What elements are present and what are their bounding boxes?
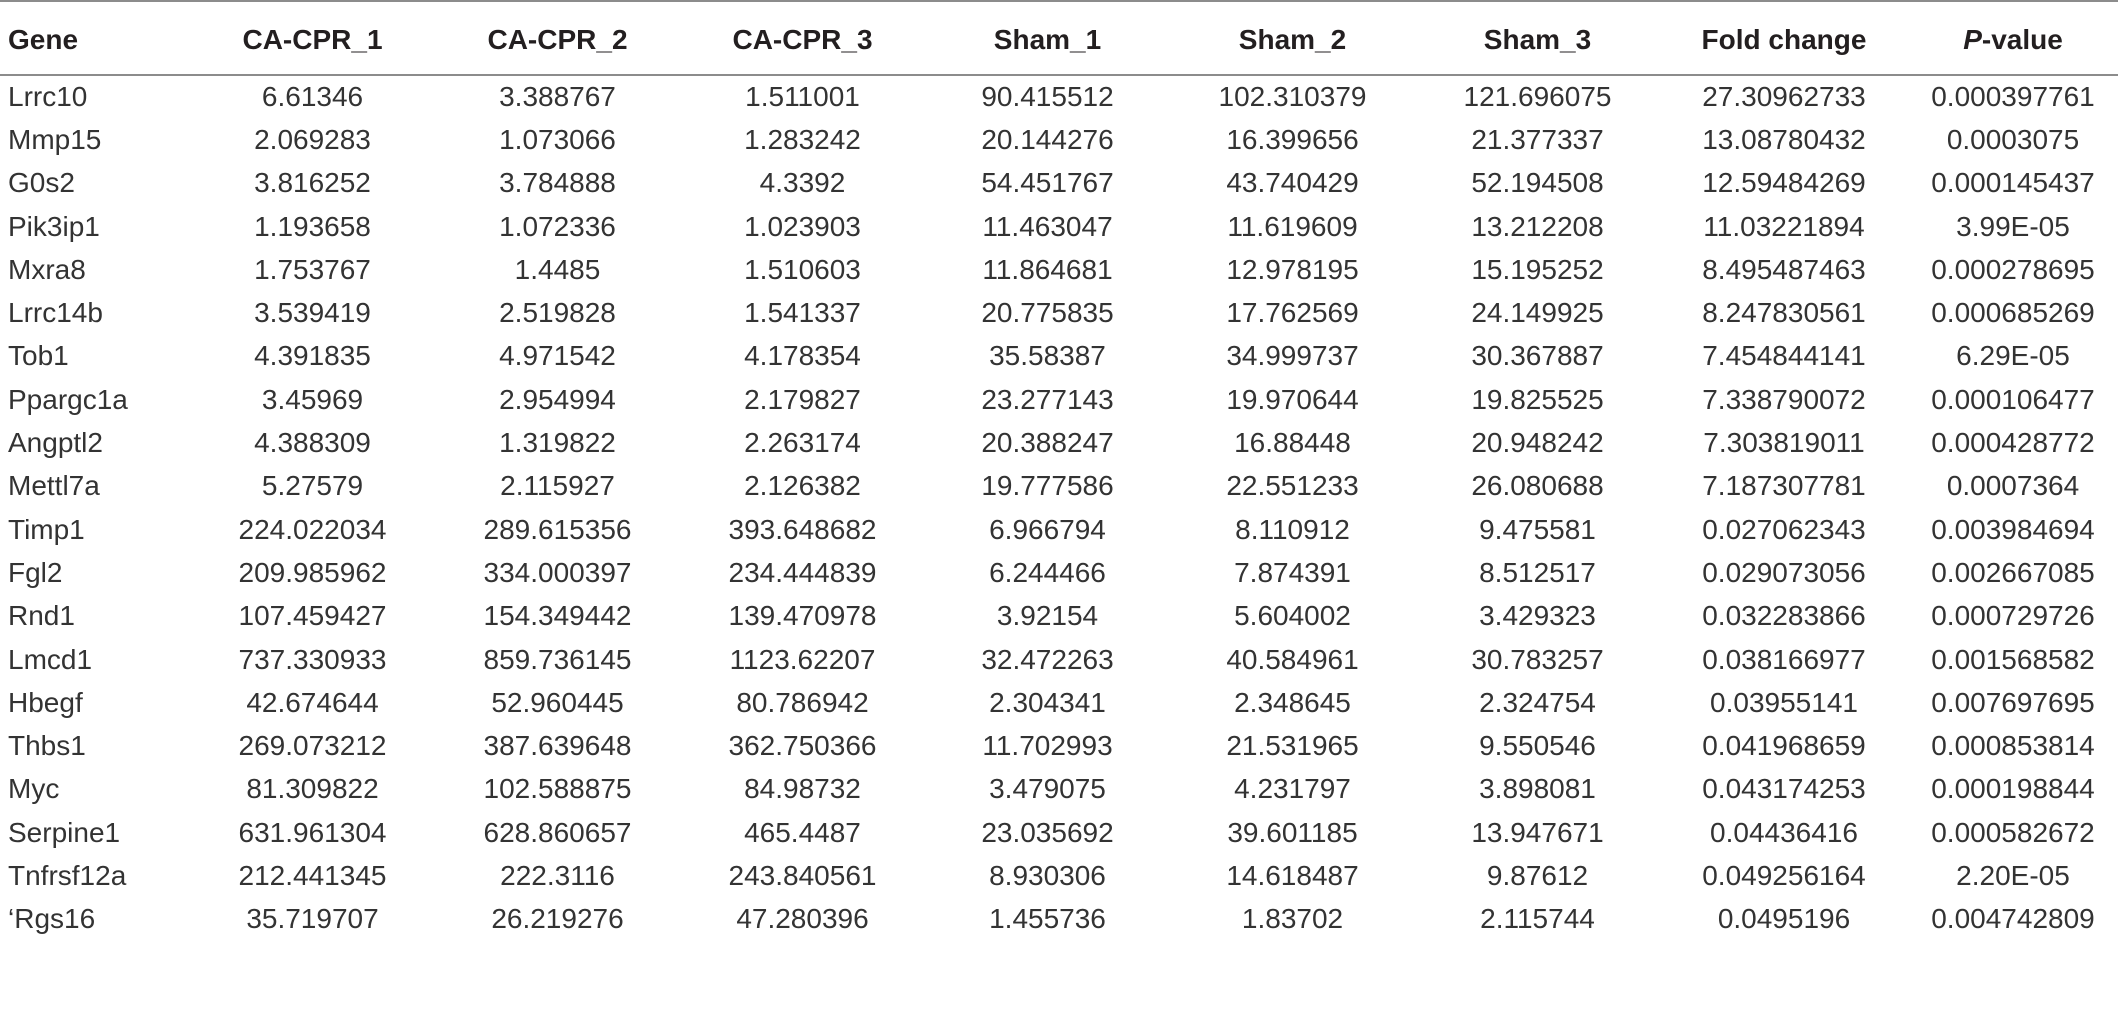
cell-gene: Timp1	[8, 513, 85, 545]
cell-sham-1: 20.144276	[981, 123, 1114, 155]
table-row	[0, 421, 2118, 464]
table-body	[0, 75, 2118, 941]
cell-ca-cpr-3: 4.3392	[759, 167, 846, 199]
table-row	[0, 378, 2118, 421]
cell-sham-1: 2.304341	[989, 686, 1106, 718]
cell-fold-change: 0.04436416	[1710, 816, 1858, 848]
cell-gene: Lrrc14b	[8, 297, 103, 329]
cell-ca-cpr-1: 3.45969	[261, 383, 364, 415]
cell-ca-cpr-2: 154.349442	[483, 600, 632, 632]
cell-sham-1: 11.463047	[982, 210, 1113, 242]
cell-gene: Tnfrsf12a	[8, 859, 127, 891]
table-row	[0, 595, 2118, 638]
cell-sham-1: 1.455736	[989, 903, 1106, 935]
cell-sham-1: 23.277143	[981, 383, 1114, 415]
cell-ca-cpr-2: 3.388767	[499, 81, 616, 113]
cell-sham-1: 20.388247	[981, 427, 1114, 459]
cell-p-value: 0.001568582	[1931, 643, 2095, 675]
cell-ca-cpr-3: 362.750366	[728, 730, 877, 762]
table-row	[0, 162, 2118, 205]
cell-fold-change: 7.338790072	[1702, 383, 1866, 415]
cell-fold-change: 7.454844141	[1702, 340, 1866, 372]
cell-gene: Myc	[8, 773, 60, 805]
cell-gene: Pik3ip1	[8, 210, 100, 242]
cell-sham-2: 39.601185	[1227, 816, 1358, 848]
cell-ca-cpr-3: 1.541337	[744, 297, 861, 329]
cell-sham-3: 2.115744	[1480, 903, 1595, 935]
cell-ca-cpr-2: 859.736145	[483, 643, 632, 675]
cell-ca-cpr-3: 47.280396	[736, 903, 869, 935]
cell-gene: Angptl2	[8, 427, 103, 459]
cell-p-value: 6.29E-05	[1956, 340, 2070, 372]
cell-p-value: 0.000278695	[1931, 253, 2095, 285]
cell-sham-1: 54.451767	[981, 167, 1114, 199]
cell-ca-cpr-2: 334.000397	[483, 556, 632, 588]
cell-sham-2: 7.874391	[1234, 556, 1351, 588]
cell-p-value: 0.004742809	[1931, 903, 2095, 935]
cell-ca-cpr-3: 84.98732	[744, 773, 861, 805]
cell-ca-cpr-3: 1.023903	[744, 210, 861, 242]
cell-sham-1: 23.035692	[981, 816, 1114, 848]
cell-sham-1: 8.930306	[989, 859, 1106, 891]
table-row	[0, 118, 2118, 161]
cell-sham-2: 22.551233	[1226, 470, 1359, 502]
cell-p-value: 0.000685269	[1931, 297, 2095, 329]
table-row	[0, 291, 2118, 334]
cell-ca-cpr-3: 2.126382	[744, 470, 861, 502]
cell-fold-change: 0.027062343	[1702, 513, 1866, 545]
cell-ca-cpr-1: 42.674644	[246, 686, 379, 718]
table-row	[0, 75, 2118, 118]
cell-ca-cpr-2: 52.960445	[491, 686, 624, 718]
cell-fold-change: 0.029073056	[1702, 556, 1866, 588]
p-value-italic-prefix: P	[1963, 24, 1982, 55]
cell-sham-2: 40.584961	[1226, 643, 1359, 675]
cell-ca-cpr-2: 26.219276	[491, 903, 624, 935]
cell-sham-1: 90.415512	[981, 81, 1114, 113]
cell-ca-cpr-2: 3.784888	[499, 167, 616, 199]
cell-sham-2: 16.88448	[1234, 427, 1351, 459]
header-sham-1: Sham_1	[993, 24, 1102, 55]
cell-ca-cpr-1: 269.073212	[238, 730, 387, 762]
cell-gene: Mettl7a	[8, 470, 100, 502]
cell-fold-change: 11.03221894	[1703, 210, 1865, 242]
cell-sham-1: 11.864681	[982, 253, 1113, 285]
cell-p-value: 0.000397761	[1931, 81, 2095, 113]
cell-p-value: 0.003984694	[1931, 513, 2095, 545]
header-sham-3: Sham_3	[1483, 24, 1592, 55]
cell-ca-cpr-1: 6.61346	[261, 81, 364, 113]
cell-ca-cpr-1: 212.441345	[238, 859, 387, 891]
cell-gene: Lrrc10	[8, 81, 88, 113]
cell-ca-cpr-3: 243.840561	[728, 859, 877, 891]
cell-sham-2: 16.399656	[1226, 123, 1359, 155]
cell-sham-1: 32.472263	[981, 643, 1114, 675]
cell-sham-3: 30.783257	[1471, 643, 1604, 675]
cell-gene: Serpine1	[8, 816, 121, 848]
cell-sham-1: 6.966794	[989, 513, 1106, 545]
cell-sham-1: 20.775835	[981, 297, 1114, 329]
cell-fold-change: 7.303819011	[1703, 427, 1865, 459]
cell-sham-3: 20.948242	[1471, 427, 1604, 459]
table-row	[0, 465, 2118, 508]
header-fold-change: Fold change	[1701, 24, 1867, 55]
cell-sham-3: 8.512517	[1479, 556, 1596, 588]
cell-gene: Hbegf	[8, 686, 83, 718]
cell-sham-2: 14.618487	[1226, 859, 1359, 891]
cell-ca-cpr-3: 80.786942	[736, 686, 869, 718]
cell-fold-change: 0.038166977	[1702, 643, 1866, 675]
cell-ca-cpr-1: 737.330933	[238, 643, 387, 675]
cell-p-value: 0.000582672	[1931, 816, 2095, 848]
cell-sham-2: 1.83702	[1241, 903, 1344, 935]
cell-p-value: 0.000428772	[1931, 427, 2095, 459]
cell-sham-3: 9.475581	[1479, 513, 1596, 545]
cell-ca-cpr-1: 4.391835	[254, 340, 371, 372]
cell-ca-cpr-3: 139.470978	[728, 600, 877, 632]
cell-sham-2: 21.531965	[1226, 730, 1359, 762]
cell-p-value: 0.000729726	[1931, 600, 2095, 632]
cell-ca-cpr-3: 1.510603	[744, 253, 861, 285]
cell-sham-1: 6.244466	[989, 556, 1106, 588]
cell-ca-cpr-1: 35.719707	[246, 903, 379, 935]
table-row	[0, 248, 2118, 291]
header-sham-2: Sham_2	[1238, 24, 1347, 55]
cell-gene: Mxra8	[8, 253, 86, 285]
cell-sham-1: 3.92154	[996, 600, 1099, 632]
cell-sham-1: 19.777586	[981, 470, 1114, 502]
header-row	[0, 1, 2118, 75]
cell-p-value: 0.002667085	[1931, 556, 2095, 588]
cell-p-value: 0.000145437	[1931, 167, 2095, 199]
table-row	[0, 854, 2118, 897]
cell-p-value: 0.007697695	[1931, 686, 2095, 718]
cell-gene: Lmcd1	[8, 643, 93, 675]
cell-ca-cpr-1: 209.985962	[238, 556, 387, 588]
cell-fold-change: 27.30962733	[1702, 81, 1866, 113]
cell-ca-cpr-2: 387.639648	[483, 730, 632, 762]
cell-ca-cpr-1: 3.816252	[254, 167, 371, 199]
cell-sham-2: 2.348645	[1234, 686, 1351, 718]
cell-fold-change: 8.247830561	[1702, 297, 1866, 329]
cell-ca-cpr-1: 2.069283	[254, 123, 371, 155]
cell-sham-3: 3.898081	[1479, 773, 1596, 805]
cell-sham-3: 121.696075	[1463, 81, 1612, 113]
cell-sham-3: 13.212208	[1471, 210, 1604, 242]
cell-p-value: 3.99E-05	[1956, 210, 2070, 242]
cell-ca-cpr-2: 1.072336	[499, 210, 616, 242]
table-row	[0, 811, 2118, 854]
cell-sham-3: 30.367887	[1471, 340, 1604, 372]
cell-gene: Thbs1	[8, 730, 86, 762]
table-row	[0, 205, 2118, 248]
cell-sham-2: 43.740429	[1226, 167, 1359, 199]
cell-ca-cpr-3: 393.648682	[728, 513, 877, 545]
cell-fold-change: 0.041968659	[1702, 730, 1866, 762]
cell-ca-cpr-1: 3.539419	[254, 297, 371, 329]
cell-ca-cpr-2: 102.588875	[483, 773, 632, 805]
cell-sham-3: 9.550546	[1479, 730, 1596, 762]
cell-ca-cpr-1: 631.961304	[238, 816, 387, 848]
header-gene: Gene	[8, 24, 79, 55]
cell-sham-3: 3.429323	[1479, 600, 1596, 632]
cell-ca-cpr-3: 234.444839	[728, 556, 877, 588]
cell-sham-3: 26.080688	[1471, 470, 1604, 502]
cell-ca-cpr-1: 5.27579	[261, 470, 364, 502]
cell-sham-2: 11.619609	[1227, 210, 1358, 242]
cell-ca-cpr-1: 1.753767	[254, 253, 371, 285]
cell-fold-change: 0.043174253	[1702, 773, 1866, 805]
table-row	[0, 768, 2118, 811]
cell-sham-2: 12.978195	[1226, 253, 1359, 285]
cell-gene: Ppargc1a	[8, 383, 128, 415]
header-ca-cpr-3: CA-CPR_3	[732, 24, 873, 55]
cell-ca-cpr-3: 1.511001	[745, 81, 860, 113]
cell-fold-change: 0.032283866	[1702, 600, 1866, 632]
cell-ca-cpr-3: 2.263174	[744, 427, 861, 459]
table-row	[0, 681, 2118, 724]
cell-ca-cpr-1: 1.193658	[254, 210, 371, 242]
cell-gene: Tob1	[8, 340, 69, 372]
cell-sham-1: 3.479075	[989, 773, 1106, 805]
cell-ca-cpr-3: 2.179827	[744, 383, 861, 415]
cell-ca-cpr-3: 1123.62207	[729, 643, 876, 675]
cell-sham-3: 15.195252	[1471, 253, 1604, 285]
cell-p-value: 0.000198844	[1931, 773, 2095, 805]
cell-ca-cpr-2: 1.319822	[499, 427, 616, 459]
cell-ca-cpr-1: 4.388309	[254, 427, 371, 459]
cell-fold-change: 7.187307781	[1702, 470, 1866, 502]
table-row	[0, 898, 2118, 941]
cell-p-value: 0.000106477	[1931, 383, 2095, 415]
header-p-value	[1908, 1, 2118, 75]
cell-sham-2: 102.310379	[1218, 81, 1367, 113]
cell-ca-cpr-1: 224.022034	[238, 513, 387, 545]
cell-ca-cpr-2: 628.860657	[483, 816, 632, 848]
cell-gene: Rnd1	[8, 600, 75, 632]
cell-sham-1: 35.58387	[989, 340, 1106, 372]
header-ca-cpr-1: CA-CPR_1	[242, 24, 383, 55]
cell-sham-3: 52.194508	[1471, 167, 1604, 199]
cell-sham-3: 19.825525	[1471, 383, 1604, 415]
cell-ca-cpr-1: 81.309822	[246, 773, 379, 805]
table-row	[0, 638, 2118, 681]
cell-sham-2: 17.762569	[1226, 297, 1359, 329]
cell-ca-cpr-2: 1.4485	[514, 253, 601, 285]
header-ca-cpr-2: CA-CPR_2	[487, 24, 628, 55]
table-row	[0, 335, 2118, 378]
cell-sham-2: 8.110912	[1235, 513, 1350, 545]
cell-sham-3: 21.377337	[1471, 123, 1604, 155]
cell-gene: Mmp15	[8, 123, 102, 155]
cell-fold-change: 8.495487463	[1702, 253, 1866, 285]
table-header	[0, 1, 2118, 75]
table-row	[0, 508, 2118, 551]
cell-sham-3: 24.149925	[1471, 297, 1604, 329]
cell-fold-change: 0.0495196	[1717, 903, 1851, 935]
cell-ca-cpr-2: 289.615356	[483, 513, 632, 545]
cell-ca-cpr-2: 2.519828	[499, 297, 616, 329]
cell-sham-1: 11.702993	[982, 730, 1113, 762]
cell-sham-2: 19.970644	[1226, 383, 1359, 415]
cell-fold-change: 12.59484269	[1702, 167, 1866, 199]
table-row	[0, 724, 2118, 767]
cell-gene: Fgl2	[8, 556, 63, 588]
cell-fold-change: 13.08780432	[1702, 123, 1866, 155]
cell-ca-cpr-2: 4.971542	[499, 340, 616, 372]
cell-sham-3: 9.87612	[1486, 859, 1589, 891]
cell-ca-cpr-2: 2.954994	[499, 383, 616, 415]
cell-ca-cpr-2: 2.115927	[500, 470, 615, 502]
cell-gene: ‘Rgs16	[8, 903, 96, 935]
cell-p-value: 2.20E-05	[1956, 859, 2070, 891]
cell-fold-change: 0.049256164	[1702, 859, 1866, 891]
cell-sham-3: 13.947671	[1471, 816, 1604, 848]
cell-ca-cpr-3: 1.283242	[744, 123, 861, 155]
cell-p-value: 0.0003075	[1946, 123, 2080, 155]
cell-sham-3: 2.324754	[1479, 686, 1596, 718]
cell-sham-2: 4.231797	[1234, 773, 1351, 805]
cell-gene: G0s2	[8, 167, 75, 199]
cell-ca-cpr-3: 465.4487	[744, 816, 861, 848]
cell-sham-2: 5.604002	[1234, 600, 1351, 632]
cell-sham-2: 34.999737	[1226, 340, 1359, 372]
p-value-suffix: -value	[1981, 24, 2063, 55]
cell-p-value: 0.000853814	[1931, 730, 2095, 762]
cell-ca-cpr-1: 107.459427	[238, 600, 387, 632]
cell-ca-cpr-2: 1.073066	[499, 123, 616, 155]
table-row	[0, 551, 2118, 594]
cell-ca-cpr-2: 222.3116	[500, 859, 615, 891]
cell-fold-change: 0.03955141	[1710, 686, 1858, 718]
cell-ca-cpr-3: 4.178354	[744, 340, 861, 372]
cell-p-value: 0.0007364	[1946, 470, 2080, 502]
